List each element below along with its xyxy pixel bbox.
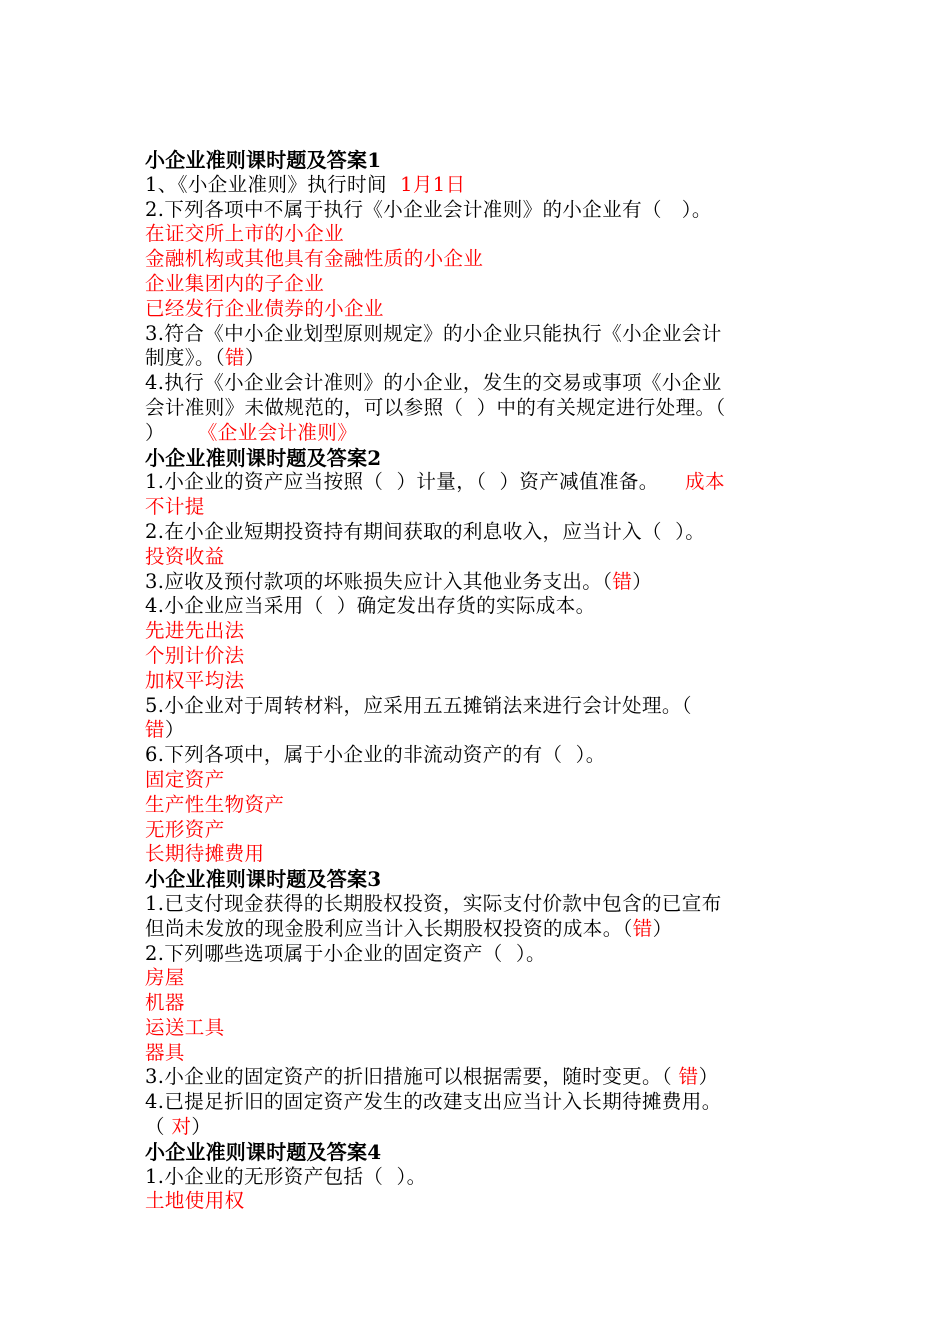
text-line (145, 818, 807, 843)
answer-text: 固定资产 (145, 767, 225, 791)
text-line (145, 297, 807, 322)
answer-text: 器具 (145, 1040, 185, 1064)
question-text: 6.下列各项中，属于小企业的非流动资产的有（ ）。 (145, 743, 606, 767)
text-line (145, 991, 807, 1016)
text-line (145, 594, 807, 619)
answer-text: 《企业会计准则》 (197, 420, 358, 444)
heading-text: 小企业准则课时题及答案3 (145, 867, 382, 892)
section-heading (145, 867, 807, 892)
question-text: ） (652, 916, 673, 940)
text-line (145, 669, 807, 694)
text-line (145, 470, 807, 495)
text-line (145, 371, 807, 396)
answer-text: 已经发行企业债券的小企业 (145, 296, 384, 320)
question-text: ） (244, 346, 265, 370)
text-line (145, 917, 807, 942)
question-text: 1.小企业的无形资产包括（ ）。 (145, 1164, 427, 1188)
answer-text: 金融机构或其他具有金融性质的小企业 (145, 247, 484, 271)
answer-text: 运送工具 (145, 1015, 225, 1039)
question-text: 会计准则》未做规范的，可以参照（ ）中的有关规定进行处理。（ (145, 395, 726, 419)
text-line (145, 1065, 807, 1090)
text-line (145, 644, 807, 669)
answer-text: 企业集团内的子企业 (145, 271, 325, 295)
text-line (145, 842, 807, 867)
question-text: 2.下列哪些选项属于小企业的固定资产（ ）。 (145, 941, 546, 965)
text-line (145, 619, 807, 644)
answer-text: 错 (678, 1065, 699, 1089)
answer-text: 无形资产 (145, 817, 225, 841)
answer-text: 房屋 (145, 966, 185, 990)
answer-text: 错 (145, 718, 165, 742)
text-line (145, 1189, 807, 1214)
question-text: 1.已支付现金获得的长期股权投资，实际支付价款中包含的已宣布 (145, 891, 722, 915)
question-text: 4.执行《小企业会计准则》的小企业，发生的交易或事项《小企业 (145, 371, 722, 395)
question-text: 2.下列各项中不属于执行《小企业会计准则》的小企业有（ ）。 (145, 197, 712, 221)
answer-text: 投资收益 (145, 544, 225, 568)
question-text: 4.已提足折旧的固定资产发生的改建支出应当计入长期待摊费用。 (145, 1090, 722, 1114)
text-line (145, 421, 807, 446)
answer-text: 个别计价法 (145, 643, 245, 667)
section-heading (145, 148, 807, 173)
question-text: 但尚未发放的现金股利应当计入长期股权投资的成本。（ (145, 916, 633, 940)
text-line (145, 743, 807, 768)
question-text: （ (145, 1115, 172, 1139)
text-line (145, 694, 807, 719)
answer-text: 对 (171, 1115, 192, 1139)
question-text: ） (145, 420, 198, 444)
question-text: 3.应收及预付款项的坏账损失应计入其他业务支出。（ (145, 569, 613, 593)
text-line (145, 520, 807, 545)
answer-text: 在证交所上市的小企业 (145, 222, 345, 246)
text-line (145, 173, 807, 198)
text-line (145, 1016, 807, 1041)
answer-text: 先进先出法 (145, 619, 245, 643)
text-line (145, 322, 807, 347)
text-line (145, 495, 807, 520)
question-text: ） (632, 569, 653, 593)
question-text: 制度》。（ (145, 346, 226, 370)
text-line (145, 222, 807, 247)
text-line (145, 718, 807, 743)
question-text: 3.符合《中小企业划型原则规定》的小企业只能执行《小企业会计 (145, 321, 722, 345)
text-line (145, 545, 807, 570)
question-text: 1、《小企业准则》执行时间 (145, 172, 401, 196)
answer-text: 不计提 (145, 495, 205, 519)
text-line (145, 346, 807, 371)
text-line (145, 793, 807, 818)
text-line (145, 1090, 807, 1115)
document-body (145, 148, 807, 1214)
question-text: 5.小企业对于周转材料，应采用五五摊销法来进行会计处理。（ (145, 693, 692, 717)
text-line (145, 768, 807, 793)
text-line (145, 570, 807, 595)
answer-text: 土地使用权 (145, 1189, 245, 1213)
text-line (145, 942, 807, 967)
question-text: 2.在小企业短期投资持有期间获取的利息收入，应当计入（ ）。 (145, 519, 706, 543)
heading-text: 小企业准则课时题及答案2 (145, 445, 382, 470)
section-heading (145, 446, 807, 471)
question-text: ） (164, 718, 185, 742)
question-text: 1.小企业的资产应当按照（ ）计量，（ ）资产减值准备。 (145, 470, 686, 494)
text-line (145, 247, 807, 272)
question-text: ） (191, 1115, 212, 1139)
section-heading (145, 1140, 807, 1165)
answer-text: 生产性生物资产 (145, 792, 285, 816)
heading-text: 小企业准则课时题及答案1 (145, 148, 382, 172)
text-line (145, 1115, 807, 1140)
text-line (145, 1041, 807, 1066)
text-line (145, 198, 807, 223)
answer-text: 成本 (685, 470, 725, 494)
question-text: 3.小企业的固定资产的折旧措施可以根据需要，随时变更。（ (145, 1065, 679, 1089)
answer-text: 错 (632, 916, 653, 940)
answer-text: 加权平均法 (145, 668, 245, 692)
text-line (145, 892, 807, 917)
text-line (145, 272, 807, 297)
text-line (145, 966, 807, 991)
question-text: 4.小企业应当采用（ ）确定发出存货的实际成本。 (145, 594, 596, 618)
question-text: ） (698, 1065, 719, 1089)
text-line (145, 1165, 807, 1190)
answer-text: 错 (612, 569, 633, 593)
answer-text: 错 (225, 346, 245, 370)
answer-text: 长期待摊费用 (145, 842, 265, 866)
heading-text: 小企业准则课时题及答案4 (145, 1139, 382, 1164)
text-line (145, 396, 807, 421)
answer-text: 机器 (145, 991, 185, 1015)
answer-text: 1月1日 (400, 172, 466, 196)
